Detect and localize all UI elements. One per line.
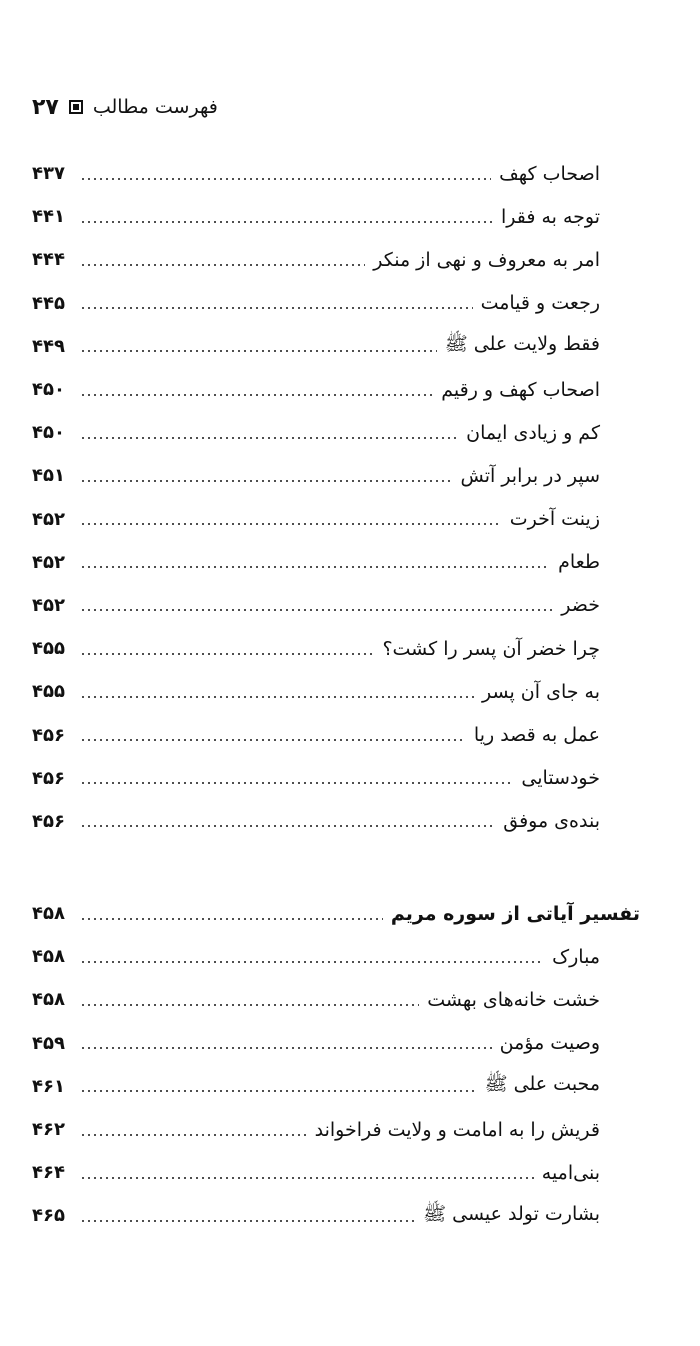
toc-entry-title: اصحاب کهف [491, 163, 600, 185]
dot-leader [80, 264, 365, 266]
toc-entry-title: کم و زیادی ایمان [458, 422, 600, 444]
toc-entry[interactable] [32, 670, 600, 713]
dot-leader [80, 696, 474, 698]
toc-entry-page: ۴۶۱ [32, 1075, 65, 1097]
square-bullet-icon [69, 100, 83, 114]
toc-entry-title: بنده‌ی موفق [495, 810, 600, 832]
dot-leader [80, 825, 495, 827]
dot-leader [80, 307, 473, 309]
toc-entry-title: خشت خانه‌های بهشت [419, 989, 600, 1011]
toc-entry-page: ۴۵۶ [32, 724, 65, 746]
toc-entry[interactable] [32, 978, 600, 1021]
dot-leader [80, 1220, 415, 1222]
toc-section-kahf [32, 152, 600, 843]
toc-entry-page: ۴۵۰ [32, 379, 65, 401]
dot-leader [80, 523, 502, 525]
running-title: فهرست مطالب [92, 96, 218, 118]
dot-leader [80, 437, 458, 439]
toc-entry-page: ۴۴۴ [32, 249, 65, 271]
dot-leader [80, 961, 544, 963]
toc-entry-title: سپر در برابر آتش [452, 465, 600, 487]
toc-entry-title: طعام [550, 551, 600, 573]
toc-entry-title: محبت علی ﷺ [477, 1072, 600, 1100]
toc-entry[interactable] [32, 800, 600, 843]
dot-leader [80, 653, 374, 655]
toc-entry[interactable] [32, 935, 600, 978]
dot-leader [80, 1134, 307, 1136]
toc-entry-title: مبارک [544, 946, 600, 968]
toc-entry-title: خضر [553, 594, 600, 616]
toc-section-heading[interactable] [32, 892, 640, 935]
dot-leader [80, 178, 491, 180]
section-heading-title: تفسیر آیاتی از سوره مریم [383, 903, 640, 925]
dot-leader [80, 1047, 492, 1049]
toc-entry[interactable] [32, 1151, 600, 1194]
toc-entry-title: قریش را به امامت و ولایت فراخواند [307, 1119, 600, 1141]
toc-entry-title: رجعت و قیامت [473, 292, 600, 314]
toc-entry-page: ۴۶۲ [32, 1119, 65, 1141]
toc-entry-title: به جای آن پسر [474, 681, 600, 703]
toc-entry-page: ۴۵۲ [32, 551, 65, 573]
toc-entry[interactable] [32, 1022, 600, 1065]
dot-leader [80, 739, 466, 741]
dot-leader [80, 221, 493, 223]
toc-entry[interactable] [32, 368, 600, 411]
dot-leader [80, 609, 553, 611]
dot-leader [80, 480, 452, 482]
toc-entry[interactable] [32, 195, 600, 238]
toc-entry-title: چرا خضر آن پسر را کشت؟ [374, 638, 600, 660]
toc-entry[interactable] [32, 411, 600, 454]
dot-leader [80, 566, 550, 568]
toc-entry-title: عمل به قصد ریا [466, 724, 600, 746]
toc-entry-page: ۴۵۵ [32, 681, 65, 703]
toc-entry[interactable] [32, 627, 600, 670]
toc-entry[interactable] [32, 152, 600, 195]
toc-entry[interactable] [32, 757, 600, 800]
toc-entry-title: بشارت تولد عیسی ﷺ [415, 1202, 600, 1230]
section-heading-page: ۴۵۸ [32, 903, 65, 925]
toc-entry-page: ۴۵۶ [32, 810, 65, 832]
dot-leader [80, 350, 437, 352]
toc-entry[interactable] [32, 454, 600, 497]
toc-entry[interactable] [32, 1065, 600, 1108]
toc-entry-page: ۴۵۹ [32, 1032, 65, 1054]
dot-leader [80, 782, 513, 784]
toc-entry-page: ۴۴۵ [32, 292, 65, 314]
toc-entry[interactable] [32, 238, 600, 281]
page-header [32, 92, 218, 122]
toc-entry-title: فقط ولایت علی ﷺ [437, 332, 600, 360]
toc-entry-page: ۴۵۶ [32, 767, 65, 789]
toc-entry[interactable] [32, 584, 600, 627]
toc-entry[interactable] [32, 1108, 600, 1151]
toc-entry-title: توجه به فقرا [493, 206, 600, 228]
toc-entry[interactable] [32, 282, 600, 325]
toc-entry-page: ۴۵۲ [32, 594, 65, 616]
toc-entry-title: امر به معروف و نهی از منکر [365, 249, 600, 271]
dot-leader [80, 1090, 477, 1092]
toc-entry[interactable] [32, 498, 600, 541]
toc-entry[interactable] [32, 541, 600, 584]
toc-entry-title: اصحاب کهف و رقیم [433, 379, 600, 401]
toc-entry-page: ۴۳۷ [32, 163, 65, 185]
toc-entry-title: خودستایی [513, 767, 600, 789]
toc-entry-title: بنی‌امیه [534, 1162, 600, 1184]
toc-entry-page: ۴۴۹ [32, 335, 65, 357]
toc-entry-page: ۴۵۸ [32, 989, 65, 1011]
toc-entry-title: وصیت مؤمن [492, 1032, 600, 1054]
toc-entry-page: ۴۵۰ [32, 422, 65, 444]
toc-entry-page: ۴۵۱ [32, 465, 65, 487]
toc-section-maryam [32, 892, 640, 1238]
toc-entry-page: ۴۵۸ [32, 946, 65, 968]
dot-leader [80, 1004, 419, 1006]
toc-entry-page: ۴۴۱ [32, 206, 65, 228]
page-number: ۲۷ [32, 94, 59, 120]
toc-entry-page: ۴۵۲ [32, 508, 65, 530]
dot-leader [80, 394, 433, 396]
toc-entry-page: ۴۶۵ [32, 1205, 65, 1227]
toc-entry-page: ۴۵۵ [32, 638, 65, 660]
toc-entry-title: زینت آخرت [502, 508, 600, 530]
dot-leader [80, 1177, 534, 1179]
toc-entry-page: ۴۶۴ [32, 1162, 65, 1184]
toc-entry[interactable] [32, 325, 600, 368]
toc-entry[interactable] [32, 713, 600, 756]
dot-leader [80, 918, 383, 920]
toc-entry[interactable] [32, 1194, 600, 1237]
